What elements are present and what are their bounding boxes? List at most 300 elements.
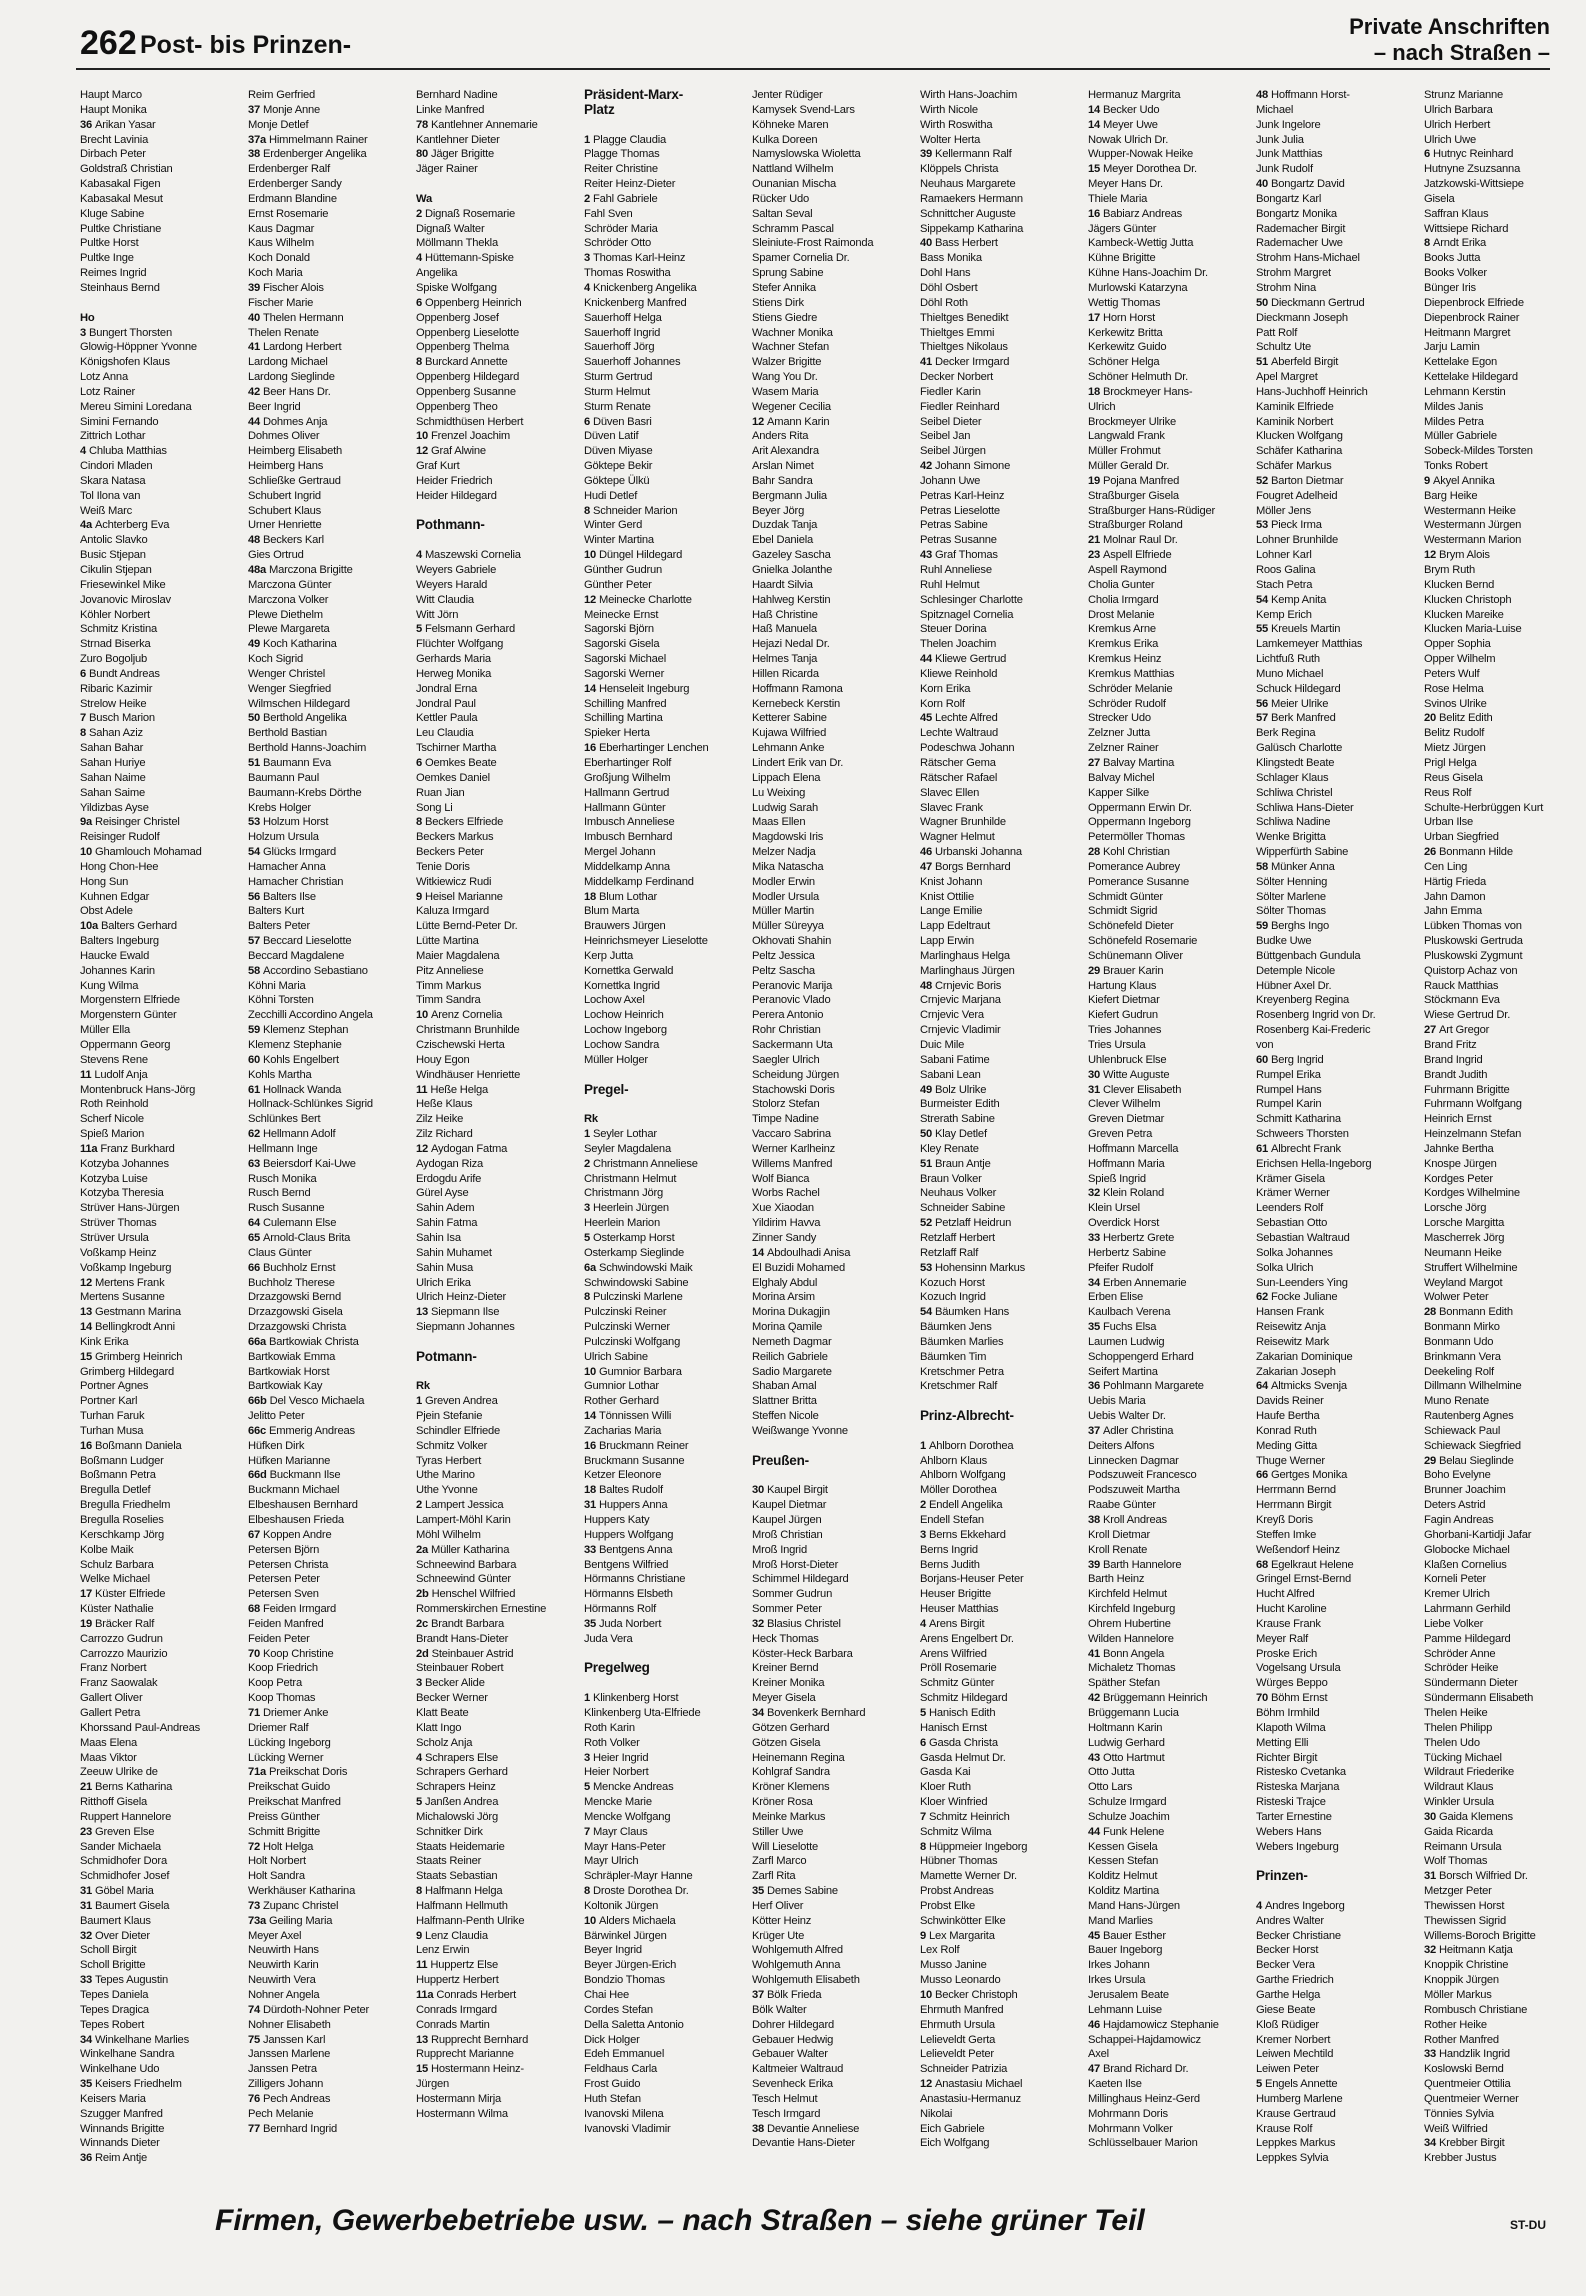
entry-text: Jäger Brigitte (430, 148, 495, 161)
directory-entry (248, 1676, 414, 1691)
entry-text: Böhm Irmhild (1256, 1706, 1320, 1719)
entry-text: Wilden Hannelore (1088, 1632, 1174, 1645)
entry-text: Graf Kurt (416, 460, 460, 473)
entry-text: Wupper-Nowak Heike (1088, 148, 1194, 161)
entry-text: Balvay Michel (1088, 771, 1155, 784)
directory-entry (416, 207, 582, 222)
directory-entry (1256, 1587, 1422, 1602)
directory-entry (1424, 1676, 1586, 1691)
spacer (584, 1647, 750, 1662)
entry-text: Hallmann Gertrud (584, 786, 670, 799)
entry-text: Sahin Muhamet (416, 1246, 492, 1259)
entry-text: Burckard Annette (424, 356, 508, 369)
entry-text: Thuge Werner (1256, 1454, 1325, 1467)
entry-text: Barton Dietmar (1270, 474, 1344, 487)
directory-entry (248, 1038, 414, 1053)
directory-entry (920, 2033, 1086, 2048)
entry-text: Lelieveldt Gerta (920, 2033, 996, 2046)
directory-entry (80, 637, 246, 652)
entry-text: Bonn Angela (1102, 1647, 1165, 1660)
entry-text: Melzer Nadja (752, 846, 816, 859)
entry-text: Art Gregor (1438, 1024, 1490, 1037)
directory-entry (1424, 1721, 1586, 1736)
entry-text: Beyer Jürgen-Erich (584, 1959, 677, 1972)
directory-entry (1424, 385, 1586, 400)
entry-text: Strerath Sabine (920, 1113, 995, 1126)
directory-entry (416, 1097, 582, 1112)
entry-text: Gasda Christa (928, 1736, 998, 1749)
directory-entry (416, 1468, 582, 1483)
entry-text: Zecchilli Accordino Angela (248, 1009, 373, 1022)
directory-entry (80, 934, 246, 949)
entry-text: Heerlein Jürgen (592, 1202, 669, 1215)
entry-text: Jahnke Bertha (1424, 1142, 1494, 1155)
directory-entry (1088, 504, 1254, 519)
entry-text: Shaban Amal (752, 1380, 817, 1393)
directory-entry (752, 1929, 918, 1944)
entry-text: Möller Jens (1256, 504, 1311, 517)
entry-text: Leiwen Peter (1256, 2063, 1319, 2076)
entry-text: Petzlaff Heidrun (934, 1217, 1012, 1230)
directory-entry (80, 786, 246, 801)
entry-text: Lohner Karl (1256, 549, 1312, 562)
house-number: 54 (1256, 593, 1271, 606)
directory-entry (584, 355, 750, 370)
entry-text: Fuhrmann Brigitte (1424, 1083, 1510, 1096)
entry-text: Slattner Britta (752, 1395, 817, 1408)
directory-entry (752, 2122, 918, 2137)
directory-entry (584, 786, 750, 801)
directory-entry (1088, 890, 1254, 905)
entry-text: Kotzyba Luise (80, 1172, 148, 1185)
directory-entry (920, 281, 1086, 296)
directory-column (416, 88, 582, 2198)
directory-entry (584, 1483, 750, 1498)
entry-text: Schlager Klaus (1256, 771, 1329, 784)
entry-text: Thewissen Sigrid (1424, 1914, 1506, 1927)
entry-text: Wohlgemuth Elisabeth (752, 1974, 860, 1987)
directory-entry (416, 1261, 582, 1276)
directory-entry (1424, 222, 1586, 237)
directory-entry (1256, 2092, 1422, 2107)
directory-entry (1256, 1498, 1422, 1513)
entry-text: Kulka Doreen (752, 133, 818, 146)
entry-text: Lohner Brunhilde (1256, 534, 1339, 547)
directory-entry (80, 236, 246, 251)
entry-text: Oemkes Beate (424, 756, 497, 769)
directory-entry (248, 682, 414, 697)
entry-text: Janssen Marlene (248, 2048, 331, 2061)
entry-text: Clever Elisabeth (1102, 1083, 1182, 1096)
entry-text: Johann Simone (934, 460, 1011, 473)
directory-entry (920, 1943, 1086, 1958)
house-number: 13 (416, 1306, 431, 1319)
directory-entry (416, 340, 582, 355)
entry-text: Ribaric Kazimir (80, 682, 153, 695)
entry-text: Kerschkamp Jörg (80, 1528, 165, 1541)
entry-text: Eich Gabriele (920, 2122, 985, 2135)
house-number: 71 (248, 1706, 263, 1719)
entry-text: Reus Rolf (1424, 786, 1472, 799)
entry-text: Wohlgemuth Alfred (752, 1944, 843, 1957)
directory-entry (80, 1988, 246, 2003)
directory-entry (1088, 1840, 1254, 1855)
entry-text: Schmidthüsen Herbert (416, 415, 524, 428)
entry-text: Schilling Martina (584, 712, 663, 725)
directory-entry (920, 1765, 1086, 1780)
entry-text: Droste Dorothea Dr. (592, 1885, 689, 1898)
entry-text: Wa (416, 192, 432, 205)
entry-text: Rätscher Gema (920, 756, 996, 769)
entry-text: Bongartz Monika (1256, 207, 1337, 220)
entry-text: Lechte Waltraud (920, 727, 999, 740)
entry-text: Lehmann Luise (1088, 2003, 1162, 2016)
entry-text: Becker Horst (1256, 1944, 1319, 1957)
entry-text: Junk Rudolf (1256, 163, 1313, 176)
directory-entry (1256, 1201, 1422, 1216)
entry-text: Koop Petra (248, 1677, 302, 1690)
entry-text: Pulczinski Marlene (592, 1291, 683, 1304)
directory-entry (80, 548, 246, 563)
directory-entry (1088, 147, 1254, 162)
directory-entry (1424, 533, 1586, 548)
directory-entry (1424, 1528, 1586, 1543)
entry-text: Opper Sophia (1424, 638, 1491, 651)
entry-text: Aspell Raymond (1088, 564, 1167, 576)
entry-text: Reisinger Christel (94, 816, 180, 829)
entry-text: Gazeley Sascha (752, 549, 831, 562)
directory-entry (1088, 578, 1254, 593)
directory-entry (1256, 207, 1422, 222)
entry-text: Schappei-Hajdamowicz (1088, 2033, 1201, 2046)
house-number: 15 (1088, 163, 1103, 176)
directory-entry (1088, 904, 1254, 919)
entry-text: Lange Emilie (920, 905, 983, 918)
entry-text: Schünemann Oliver (1088, 949, 1183, 962)
entry-text: Balters Ingeburg (80, 935, 159, 948)
entry-text: Marczona Volker (248, 593, 329, 606)
entry-text: Preiss Günther (248, 1810, 320, 1823)
entry-text: Gnielka Jolanthe (752, 564, 833, 576)
directory-entry (920, 548, 1086, 563)
entry-text: Monje Detlef (248, 118, 309, 131)
entry-text: Rupprecht Marianne (416, 2048, 514, 2061)
house-number: 26 (1424, 846, 1439, 859)
entry-text: Schröder Melanie (1088, 682, 1173, 695)
directory-entry (752, 904, 918, 919)
directory-entry (1088, 1172, 1254, 1187)
house-number: 35 (584, 1617, 599, 1630)
entry-text: Prinz-Albrecht- (920, 1408, 1014, 1424)
entry-text: Borgs Bernhard (934, 860, 1011, 873)
directory-entry (80, 1869, 246, 1884)
directory-entry (1088, 133, 1254, 148)
directory-entry (584, 1320, 750, 1335)
entry-text: Ludolf Anja (94, 1068, 148, 1081)
directory-entry (1256, 637, 1422, 652)
entry-text: Turhan Faruk (80, 1410, 145, 1423)
entry-text: Bruckmann Reiner (598, 1439, 689, 1452)
entry-text: Petras Susanne (920, 534, 997, 547)
directory-entry (1088, 415, 1254, 430)
directory-entry (416, 1572, 582, 1587)
entry-text: Garthe Friedrich (1256, 1974, 1334, 1987)
house-number: 32 (1088, 1187, 1103, 1200)
house-number: 10a (80, 920, 101, 933)
directory-entry (752, 1914, 918, 1929)
directory-entry (416, 741, 582, 756)
entry-text: Becker Alide (424, 1677, 485, 1690)
directory-entry (416, 444, 582, 459)
directory-entry (1088, 1691, 1254, 1706)
district-heading (416, 192, 582, 207)
directory-entry (416, 1899, 582, 1914)
entry-text: Slavec Frank (920, 801, 983, 814)
entry-text: Egelkraut Helene (1270, 1558, 1354, 1571)
entry-text: Brunner Joachim (1424, 1484, 1506, 1497)
entry-text: Nohner Angela (248, 1989, 320, 2001)
directory-entry (752, 1276, 918, 1291)
entry-text: Struffert Wilhelmine (1424, 1261, 1518, 1274)
entry-text: Pieck Irma (1270, 519, 1322, 532)
directory-entry (80, 2033, 246, 2048)
entry-text: Otto Lars (1088, 1781, 1133, 1794)
directory-entry (248, 311, 414, 326)
directory-entry (248, 563, 414, 578)
entry-text: Krause Frank (1256, 1617, 1321, 1630)
directory-entry (416, 400, 582, 415)
entry-text: Müller Gabriele (1424, 430, 1497, 443)
entry-text: Zelzner Jutta (1088, 727, 1151, 740)
directory-entry (248, 2107, 414, 2122)
entry-text: Klucken Bernd (1424, 578, 1495, 591)
directory-entry (752, 548, 918, 563)
directory-entry (1256, 1276, 1422, 1291)
entry-text: Murlowski Katarzyna (1088, 281, 1188, 294)
directory-entry (416, 860, 582, 875)
entry-text: Stiens Dirk (752, 296, 804, 309)
directory-entry (752, 1290, 918, 1305)
entry-text: Akyel Annika (1432, 474, 1495, 487)
entry-text: Voßkamp Ingeburg (80, 1261, 172, 1274)
directory-entry (1088, 845, 1254, 860)
entry-text: Härtig Frieda (1424, 875, 1487, 888)
directory-entry (752, 1365, 918, 1380)
entry-text: Thewissen Horst (1424, 1899, 1505, 1912)
directory-entry (1424, 504, 1586, 519)
entry-text: Petermöller Thomas (1088, 831, 1185, 844)
entry-text: Westermann Jürgen (1424, 519, 1522, 532)
directory-entry (80, 222, 246, 237)
house-number: 56 (248, 890, 263, 903)
directory-entry (1424, 563, 1586, 578)
entry-text: Müller Ella (80, 1024, 131, 1037)
house-number: 42 (248, 385, 263, 398)
entry-text: Walzer Brigitte (752, 356, 822, 369)
entry-text: Books Jutta (1424, 252, 1481, 265)
entry-text: Ahlborn Wolfgang (920, 1469, 1006, 1482)
entry-text: Schramm Pascal (752, 222, 834, 235)
entry-text: Bundt Andreas (88, 667, 160, 680)
directory-entry (1088, 370, 1254, 385)
directory-entry (920, 251, 1086, 266)
entry-text: Lorsche Margitta (1424, 1217, 1505, 1230)
directory-entry (1424, 1023, 1586, 1038)
entry-text: Halfmann Hellmuth (416, 1899, 508, 1912)
entry-text: Gürel Ayse (416, 1187, 469, 1200)
entry-text: Thelen Philipp (1424, 1721, 1493, 1734)
entry-text: Hörmanns Christiane (584, 1573, 686, 1586)
entry-text: Winnands Brigitte (80, 2122, 165, 2135)
directory-entry (248, 1914, 414, 1929)
entry-text: Möller Markus (1424, 1989, 1492, 2001)
house-number: 73a (248, 1914, 269, 1927)
entry-text: Mand Marlies (1088, 1914, 1153, 1927)
entry-text: Diepenbrock Elfriede (1424, 296, 1524, 309)
entry-text: Chluba Matthias (88, 445, 167, 458)
entry-text: Rother Gerhard (584, 1395, 659, 1408)
directory-entry (584, 133, 750, 148)
directory-entry (920, 1454, 1086, 1469)
directory-entry (920, 919, 1086, 934)
directory-entry (416, 1587, 582, 1602)
entry-text: Hostermann Mirja (416, 2092, 502, 2105)
directory-entry (752, 1498, 918, 1513)
entry-text: Fahl Sven (584, 207, 633, 220)
entry-text: Edeh Emmanuel (584, 2048, 665, 2061)
directory-entry (416, 697, 582, 712)
entry-text: Yildizbas Ayse (80, 801, 149, 814)
entry-text: Crnjevic Boris (934, 979, 1002, 992)
directory-entry (80, 845, 246, 860)
entry-text: Bartkowiak Emma (248, 1350, 336, 1363)
directory-entry (248, 1053, 414, 1068)
directory-entry (584, 1439, 750, 1454)
entry-text: Spiske Wolfgang (416, 281, 497, 294)
header-rule (76, 68, 1550, 70)
entry-text: Schoppengerd Erhard (1088, 1350, 1194, 1363)
entry-text: Kettelake Hildegard (1424, 371, 1518, 384)
directory-entry (752, 1246, 918, 1261)
house-number: 11 (416, 1083, 431, 1096)
directory-entry (752, 1632, 918, 1647)
directory-entry (752, 1543, 918, 1558)
entry-text: Uthe Yvonne (416, 1484, 478, 1497)
entry-text: Sebastian Otto (1256, 1217, 1328, 1230)
directory-entry (752, 1840, 918, 1855)
entry-text: Preikschat Manfred (248, 1796, 341, 1809)
entry-text: Morina Qamile (752, 1321, 823, 1334)
house-number: 3 (416, 1677, 425, 1690)
entry-text: Sadio Margarete (752, 1365, 832, 1378)
directory-entry (752, 919, 918, 934)
entry-text: Alders Michaela (598, 1914, 676, 1927)
directory-entry (416, 1305, 582, 1320)
directory-entry (1088, 88, 1254, 103)
entry-text: Deters Astrid (1424, 1499, 1486, 1512)
directory-entry (1256, 296, 1422, 311)
directory-entry (1088, 964, 1254, 979)
entry-text: Lorsche Jörg (1424, 1202, 1487, 1215)
house-number: 46 (920, 846, 935, 859)
directory-entry (1424, 845, 1586, 860)
directory-entry (80, 2122, 246, 2137)
directory-entry (584, 2122, 750, 2137)
entry-text: Lampert Jessica (424, 1499, 504, 1512)
entry-text: Maas Elena (80, 1736, 138, 1749)
directory-entry (1256, 1365, 1422, 1380)
directory-entry (752, 340, 918, 355)
entry-text: Witt Claudia (416, 593, 474, 606)
directory-entry (416, 1617, 582, 1632)
directory-entry (1088, 177, 1254, 192)
house-number: 60 (1256, 1053, 1271, 1066)
entry-text: Lenz Claudia (424, 1929, 488, 1942)
entry-text: Lex Rolf (920, 1944, 960, 1957)
directory-entry (416, 385, 582, 400)
entry-text: Kozuch Ingrid (920, 1291, 986, 1304)
directory-entry (1256, 2033, 1422, 2048)
house-number: 70 (1256, 1692, 1271, 1705)
entry-text: Meyer Gisela (752, 1692, 816, 1705)
entry-text: Ramaekers Hermann (920, 192, 1023, 205)
directory-entry (920, 518, 1086, 533)
entry-text: Herf Oliver (752, 1899, 804, 1912)
directory-entry (752, 177, 918, 192)
directory-entry (752, 533, 918, 548)
directory-entry (80, 622, 246, 637)
entry-text: Kotzyba Johannes (80, 1157, 169, 1170)
directory-entry (1424, 993, 1586, 1008)
entry-text: Preußen- (752, 1452, 809, 1468)
entry-text: Klein Ursel (1088, 1202, 1140, 1215)
directory-entry (752, 103, 918, 118)
entry-text: Bärwinkel Jürgen (584, 1929, 667, 1942)
entry-text: Stolorz Stefan (752, 1098, 820, 1111)
directory-column (752, 88, 918, 2198)
house-number: 78 (416, 118, 431, 131)
entry-text: Kabasakal Mesut (80, 192, 163, 205)
house-number: 5 (584, 1231, 593, 1244)
directory-entry (920, 429, 1086, 444)
directory-entry (920, 1795, 1086, 1810)
directory-entry (80, 1350, 246, 1365)
spacer (1256, 1854, 1422, 1869)
directory-entry (920, 222, 1086, 237)
entry-text: Zeeuw Ulrike de (80, 1766, 158, 1779)
entry-text: Montenbruck Hans-Jörg (80, 1083, 196, 1096)
directory-entry (584, 1394, 750, 1409)
entry-text: Klemenz Stephanie (248, 1039, 342, 1051)
entry-text: Spamer Cornelia Dr. (752, 252, 850, 265)
entry-text: Halfmann Helga (424, 1885, 503, 1898)
entry-text: Pech Andreas (262, 2092, 331, 2105)
entry-text: Imbusch Bernhard (584, 831, 673, 844)
entry-text: Knist Johann (920, 875, 983, 888)
entry-text: Dieckmann Joseph (1256, 311, 1348, 324)
entry-text: Pregel- (584, 1081, 629, 1097)
house-number: 67 (248, 1528, 263, 1541)
footer-code: ST-DU (1510, 2218, 1546, 2232)
entry-text: Rk (416, 1380, 430, 1393)
directory-entry (1424, 2003, 1586, 2018)
entry-text: Conrads Herbert (436, 1989, 517, 2001)
directory-entry (1256, 949, 1422, 964)
directory-entry (920, 1127, 1086, 1142)
house-number: 60 (248, 1053, 263, 1066)
house-number: 59 (248, 1024, 263, 1037)
directory-entry (584, 756, 750, 771)
